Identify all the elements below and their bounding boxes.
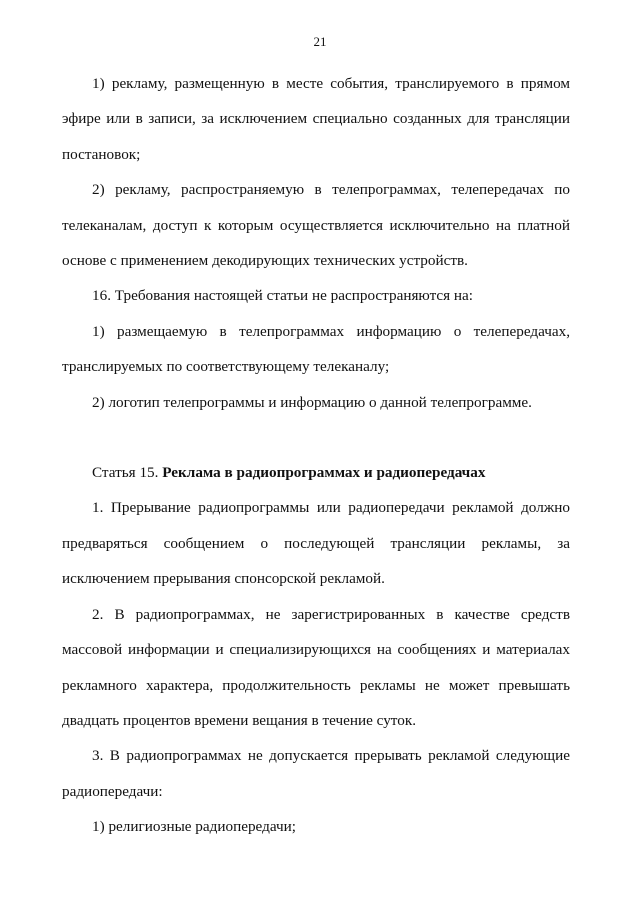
paragraph-item-2: 2) рекламу, распространяемую в телепрограммах, телепередачах по телеканалам, доступ к которым осуществляется исключительно на платной основе с применением декодирующих технических устройств. [62,181,570,270]
page-number: 21 [313,34,327,49]
article-title: Реклама в радиопрограммах и радиопередачах [162,464,486,482]
article-prefix: Статья 15. [92,464,163,482]
paragraph-article-clause-2: 2. В радиопрограммах, не зарегистрированных в качестве средств массовой информации и специализирующихся на сообщениях и материалах рекламного характера, продолжительность рекламы не может превышать двадцать процентов времени вещания в течение суток. [62,605,570,729]
paragraph-article-clause-1: 1. Прерывание радиопрограммы или радиопередачи рекламой должно предваряться сообщением о последующей трансляции рекламы, за исключением прерывания спонсорской рекламой. [62,499,570,588]
paragraph-clause-16: 16. Требования настоящей статьи не распространяются на: [92,287,474,305]
section-gap [62,420,570,455]
paragraph-list-item-1: 1) религиозные радиопередачи; [92,818,296,836]
paragraph-item-1: 1) рекламу, размещенную в месте события, транслируемого в прямом эфире или в записи, за исключением специально созданных для трансляции постановок; [62,75,570,163]
document-body [62,66,570,845]
paragraph-group [62,66,570,845]
paragraph-exception-2: 2) логотип телепрограммы и информацию о данной телепрограмме. [92,393,532,411]
article-heading [62,455,570,490]
paragraph-exception-1: 1) размещаемую в телепрограммах информацию о телепередачах, транслируемых по соответствующему телеканалу; [62,322,570,376]
paragraph-article-clause-3: 3. В радиопрограммах не допускается прерывать рекламой следующие радиопередачи: [62,747,570,800]
